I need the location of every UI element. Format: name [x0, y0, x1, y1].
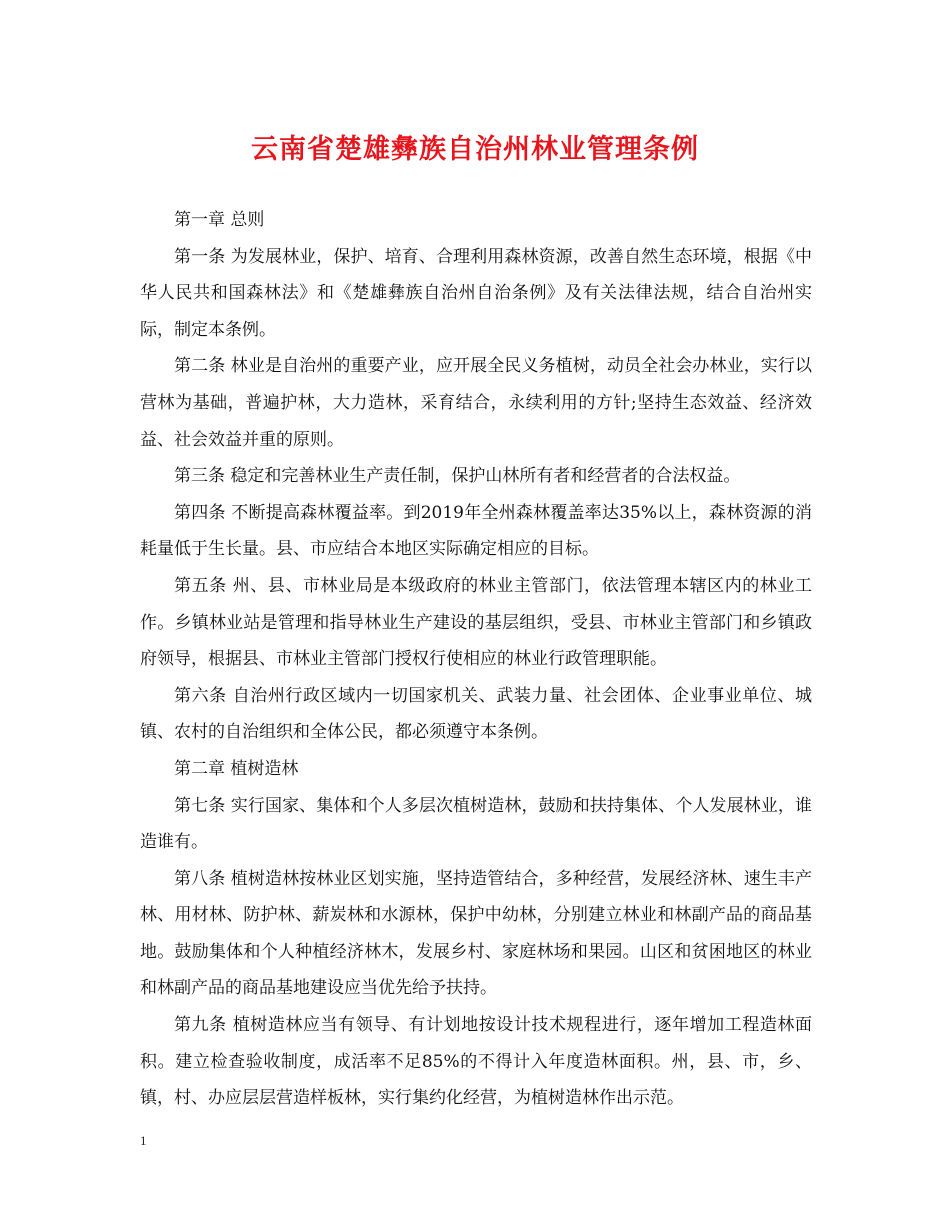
chapter-heading: 第一章 总则 — [174, 210, 265, 230]
article-paragraph: 第七条 实行国家、集体和个人多层次植树造林，鼓励和扶持集体、个人发展林业，谁造谁有。 — [140, 795, 812, 853]
article-paragraph: 第九条 植树造林应当有领导、有计划地按设计技术规程进行，逐年增加工程造林面积。建立检查验收制度，成活率不足85%的不得计入年度造林面积。州，县、市，乡、镇，村、办应层层营造样板林，实行集约化经营，为植树造林作出示范。 — [140, 1015, 812, 1109]
document-title: 云南省楚雄彝族自治州林业管理条例 — [251, 134, 699, 165]
article-paragraph: 第六条 自治州行政区域内一切国家机关、武装力量、社会团体、企业事业单位、城镇、农村的自治组织和全体公民，都必须遵守本条例。 — [140, 685, 812, 743]
article-paragraph: 第一条 为发展林业，保护、培育、合理利用森林资源，改善自然生态环境，根据《中华人民共和国森林法》和《楚雄彝族自治州自治条例》及有关法律法规，结合自治州实际，制定本条例。 — [140, 246, 812, 340]
article-paragraph: 第四条 不断提高森林覆益率。到2019年全州森林覆盖率达35%以上，森林资源的消耗量低于生长量。县、市应结合本地区实际确定相应的目标。 — [140, 502, 812, 560]
article-paragraph: 第二条 林业是自治州的重要产业，应开展全民义务植树，动员全社会办林业，实行以营林为基础，普遍护林，大力造林，采育结合，永续利用的方针;坚持生态效益、经济效益、社会效益并重的原则。 — [140, 356, 812, 450]
page-number: 1 — [140, 1133, 147, 1148]
chapter-heading: 第二章 植树造林 — [174, 758, 299, 779]
article-paragraph: 第三条 稳定和完善林业生产责任制，保护山林所有者和经营者的合法权益。 — [174, 466, 741, 487]
document-body — [140, 202, 812, 1117]
article-paragraph: 第八条 植树造林按林业区划实施，坚持造管结合，多种经营，发展经济林、速生丰产林、用材林、防护林、薪炭林和水源林，保护中幼林，分别建立林业和林副产品的商品基地。鼓励集体和个人种植经济林木，发展乡村、家庭林场和果园。山区和贫困地区的林业和林副产品的商品基地建设应当优先给予扶持。 — [140, 868, 812, 999]
article-paragraph: 第五条 州、县、市林业局是本级政府的林业主管部门，依法管理本辖区内的林业工作。乡镇林业站是管理和指导林业生产建设的基层组织，受县、市林业主管部门和乡镇政府领导，根据县、市林业主管部门授权行使相应的林业行政管理职能。 — [140, 575, 812, 670]
